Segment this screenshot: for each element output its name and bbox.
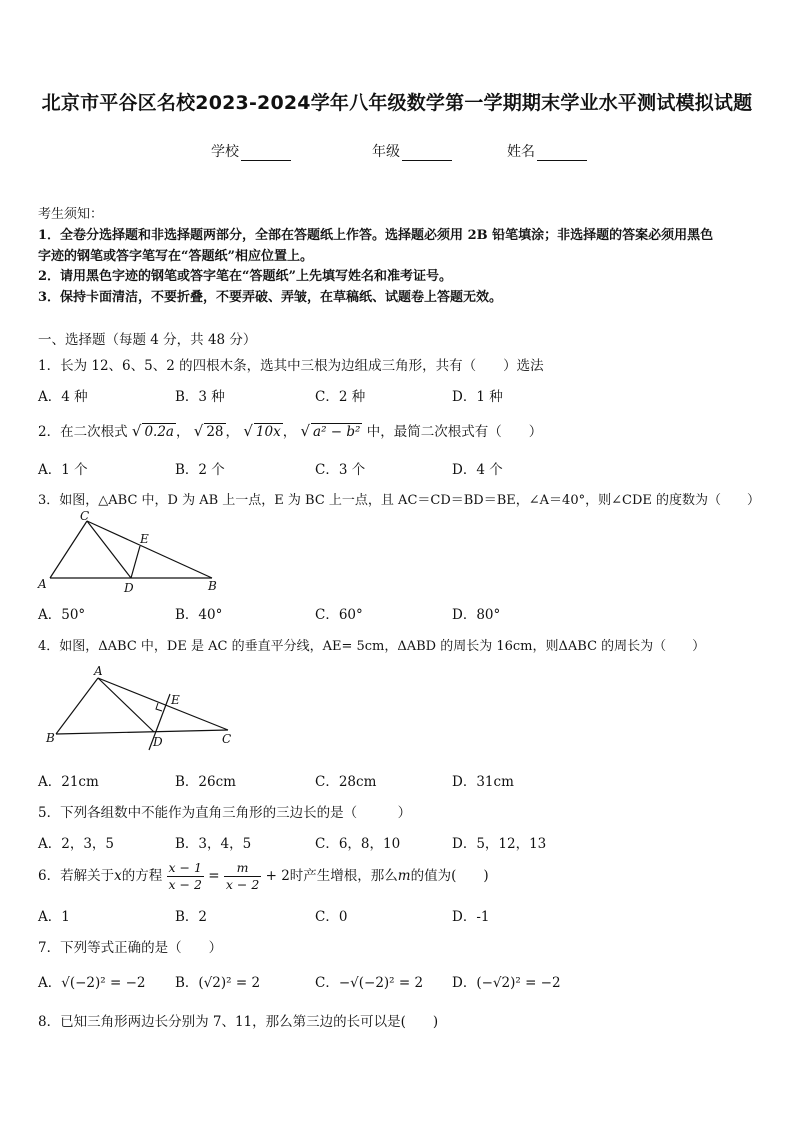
q4-triangle-figure (40, 664, 240, 754)
q6-prefix: 6．若解关于 (38, 868, 115, 884)
radical-icon: √ (243, 422, 253, 440)
q4-segment-ad (98, 678, 154, 732)
radical-icon: √ (131, 422, 142, 440)
notice-line-2: 2．请用黑色字迹的钢笔或答字笔在“答题纸”上先填写姓名和准考证号。 (38, 269, 453, 284)
q6-denominator-1: x − 2 (168, 877, 202, 892)
grade-label: 年级 (372, 144, 400, 160)
q3-option-d[interactable]: D．80° (452, 607, 501, 623)
q2-suffix: 中，最简二次根式有（ ） (366, 424, 543, 440)
page-title: 北京市平谷区名校2023-2024学年八年级数学第一学期期末学业水平测试模拟试题 (41, 92, 753, 114)
q4-option-c[interactable]: C．28cm (315, 774, 377, 790)
q6-option-a[interactable]: A．1 (38, 909, 70, 925)
notice-heading: 考生须知： (38, 207, 104, 222)
q2-option-b[interactable]: B．2 个 (175, 462, 225, 478)
q3-label-c: C (80, 509, 90, 523)
q3-label-a: A (38, 577, 47, 591)
q6-mid: 的方程 (121, 868, 163, 884)
q3-segment-cb (87, 521, 212, 578)
question-5: 5．下列各组数中不能作为直角三角形的三边长的是（ ） (38, 805, 412, 821)
school-blank[interactable] (241, 146, 291, 161)
q4-label-e: E (171, 693, 180, 707)
q2-option-a[interactable]: A．1 个 (38, 462, 88, 478)
q4-label-c: C (222, 732, 232, 746)
question-2: 2．在二次根式 √ 0.2a ， √ 28 ， √ 10x ， √ a² − b² 中，最简二次根式有（ ） (38, 422, 543, 440)
question-6 (38, 860, 489, 893)
grade-blank[interactable] (402, 146, 452, 161)
q1-option-a[interactable]: A．4 种 (38, 389, 88, 405)
q3-label-b: B (208, 579, 217, 593)
q3-triangle-figure (30, 508, 230, 598)
q3-option-b[interactable]: B．40° (175, 607, 223, 623)
notice-line-1a: 1．全卷分选择题和非选择题两部分，全部在答题纸上作答。选择题必须用 2B 铅笔填涂；非选择题的答案必须用黑色 (38, 228, 714, 243)
q7-option-a[interactable]: A．√(−2)² = −2 (38, 975, 146, 991)
q6-numerator-1: x − 1 (168, 860, 202, 875)
q3-segment-cd (87, 521, 131, 578)
q6-denominator-2: x − 2 (225, 877, 260, 892)
q4-label-d: D (153, 735, 163, 749)
q4-option-d[interactable]: D．31cm (452, 774, 514, 790)
q6-fraction-1 (167, 860, 204, 893)
radical-icon: √ (193, 422, 204, 440)
q4-segment-ac (98, 678, 228, 730)
question-3: 3．如图，△ABC 中，D 为 AB 上一点，E 为 BC 上一点，且 AC＝CD＝BD＝BE，∠A＝40°，则∠CDE 的度数为（ ） (38, 493, 760, 508)
q6-option-b[interactable]: B．2 (175, 909, 208, 925)
notice-line-3: 3．保持卡面清洁，不要折叠，不要弄破、弄皱，在草稿纸、试题卷上答题无效。 (38, 290, 503, 305)
q2-option-c[interactable]: C．3 个 (315, 462, 366, 478)
q6-fraction-2 (224, 860, 261, 893)
q3-segment-de (131, 546, 140, 578)
grade-field[interactable] (372, 141, 452, 161)
name-field[interactable] (507, 141, 587, 161)
q2-prefix: 2．在二次根式 (38, 424, 128, 440)
q2-option-d[interactable]: D．4 个 (452, 462, 503, 478)
q6-equals: = (208, 868, 220, 884)
q5-option-d[interactable]: D．5，12，13 (452, 836, 547, 852)
q6-var-m: m (397, 868, 411, 884)
q7-option-b[interactable]: B．(√2)² = 2 (175, 975, 261, 991)
q2-radical-3: 10x (255, 424, 281, 440)
q6-var-x: x (114, 868, 122, 884)
q7-option-c[interactable]: C．−√(−2)² = 2 (315, 975, 424, 991)
q7-option-d[interactable]: D．(−√2)² = −2 (452, 975, 561, 991)
q6-option-d[interactable]: D．-1 (452, 909, 490, 925)
q2-radical-2: 28 (206, 424, 224, 440)
right-angle-icon (156, 703, 162, 711)
question-1: 1．长为 12、6、5、2 的四根木条，选其中三根为边组成三角形，共有（ ）选法 (38, 358, 544, 374)
q4-label-b: B (46, 731, 55, 745)
school-field[interactable] (211, 141, 291, 161)
q6-suffix: + 2时产生增根，那么 (265, 868, 398, 884)
q3-label-d: D (124, 581, 134, 595)
q3-label-e: E (140, 532, 149, 546)
question-4: 4．如图，ΔABC 中，DE 是 AC 的垂直平分线，AE= 5cm，ΔABD 的周长为 16cm，则ΔABC 的周长为（ ） (38, 639, 706, 654)
school-label: 学校 (211, 144, 239, 160)
notice-line-1b: 字迹的钢笔或答字笔写在“答题纸”相应位置上。 (38, 249, 313, 264)
q3-segment-ac (50, 521, 87, 578)
q5-option-c[interactable]: C．6，8，10 (315, 836, 401, 852)
question-7: 7．下列等式正确的是（ ） (38, 940, 223, 956)
q4-option-a[interactable]: A．21cm (38, 774, 99, 790)
q5-option-a[interactable]: A．2，3，5 (38, 836, 115, 852)
radical-icon: √ (300, 422, 311, 440)
section-heading: 一、选择题（每题 4 分，共 48 分） (38, 332, 257, 348)
q6-end: 的值为( ) (410, 868, 489, 884)
q6-numerator-2: m (224, 860, 261, 877)
q1-option-b[interactable]: B．3 种 (175, 389, 225, 405)
q1-option-d[interactable]: D．1 种 (452, 389, 503, 405)
q4-segment-ab (56, 678, 98, 734)
name-blank[interactable] (537, 146, 587, 161)
q3-option-a[interactable]: A．50° (38, 607, 86, 623)
q4-segment-bc (56, 730, 228, 734)
question-8: 8．已知三角形两边长分别为 7、11，那么第三边的长可以是( ) (38, 1014, 439, 1030)
q2-radical-1: 0.2a (144, 424, 174, 440)
name-label: 姓名 (507, 144, 535, 160)
q2-radical-4: a² − b² (313, 424, 361, 440)
q3-option-c[interactable]: C．60° (315, 607, 363, 623)
q6-option-c[interactable]: C．0 (315, 909, 348, 925)
q5-option-b[interactable]: B．3，4，5 (175, 836, 252, 852)
q1-option-c[interactable]: C．2 种 (315, 389, 366, 405)
q4-label-a: A (94, 664, 103, 678)
q4-option-b[interactable]: B．26cm (175, 774, 236, 790)
